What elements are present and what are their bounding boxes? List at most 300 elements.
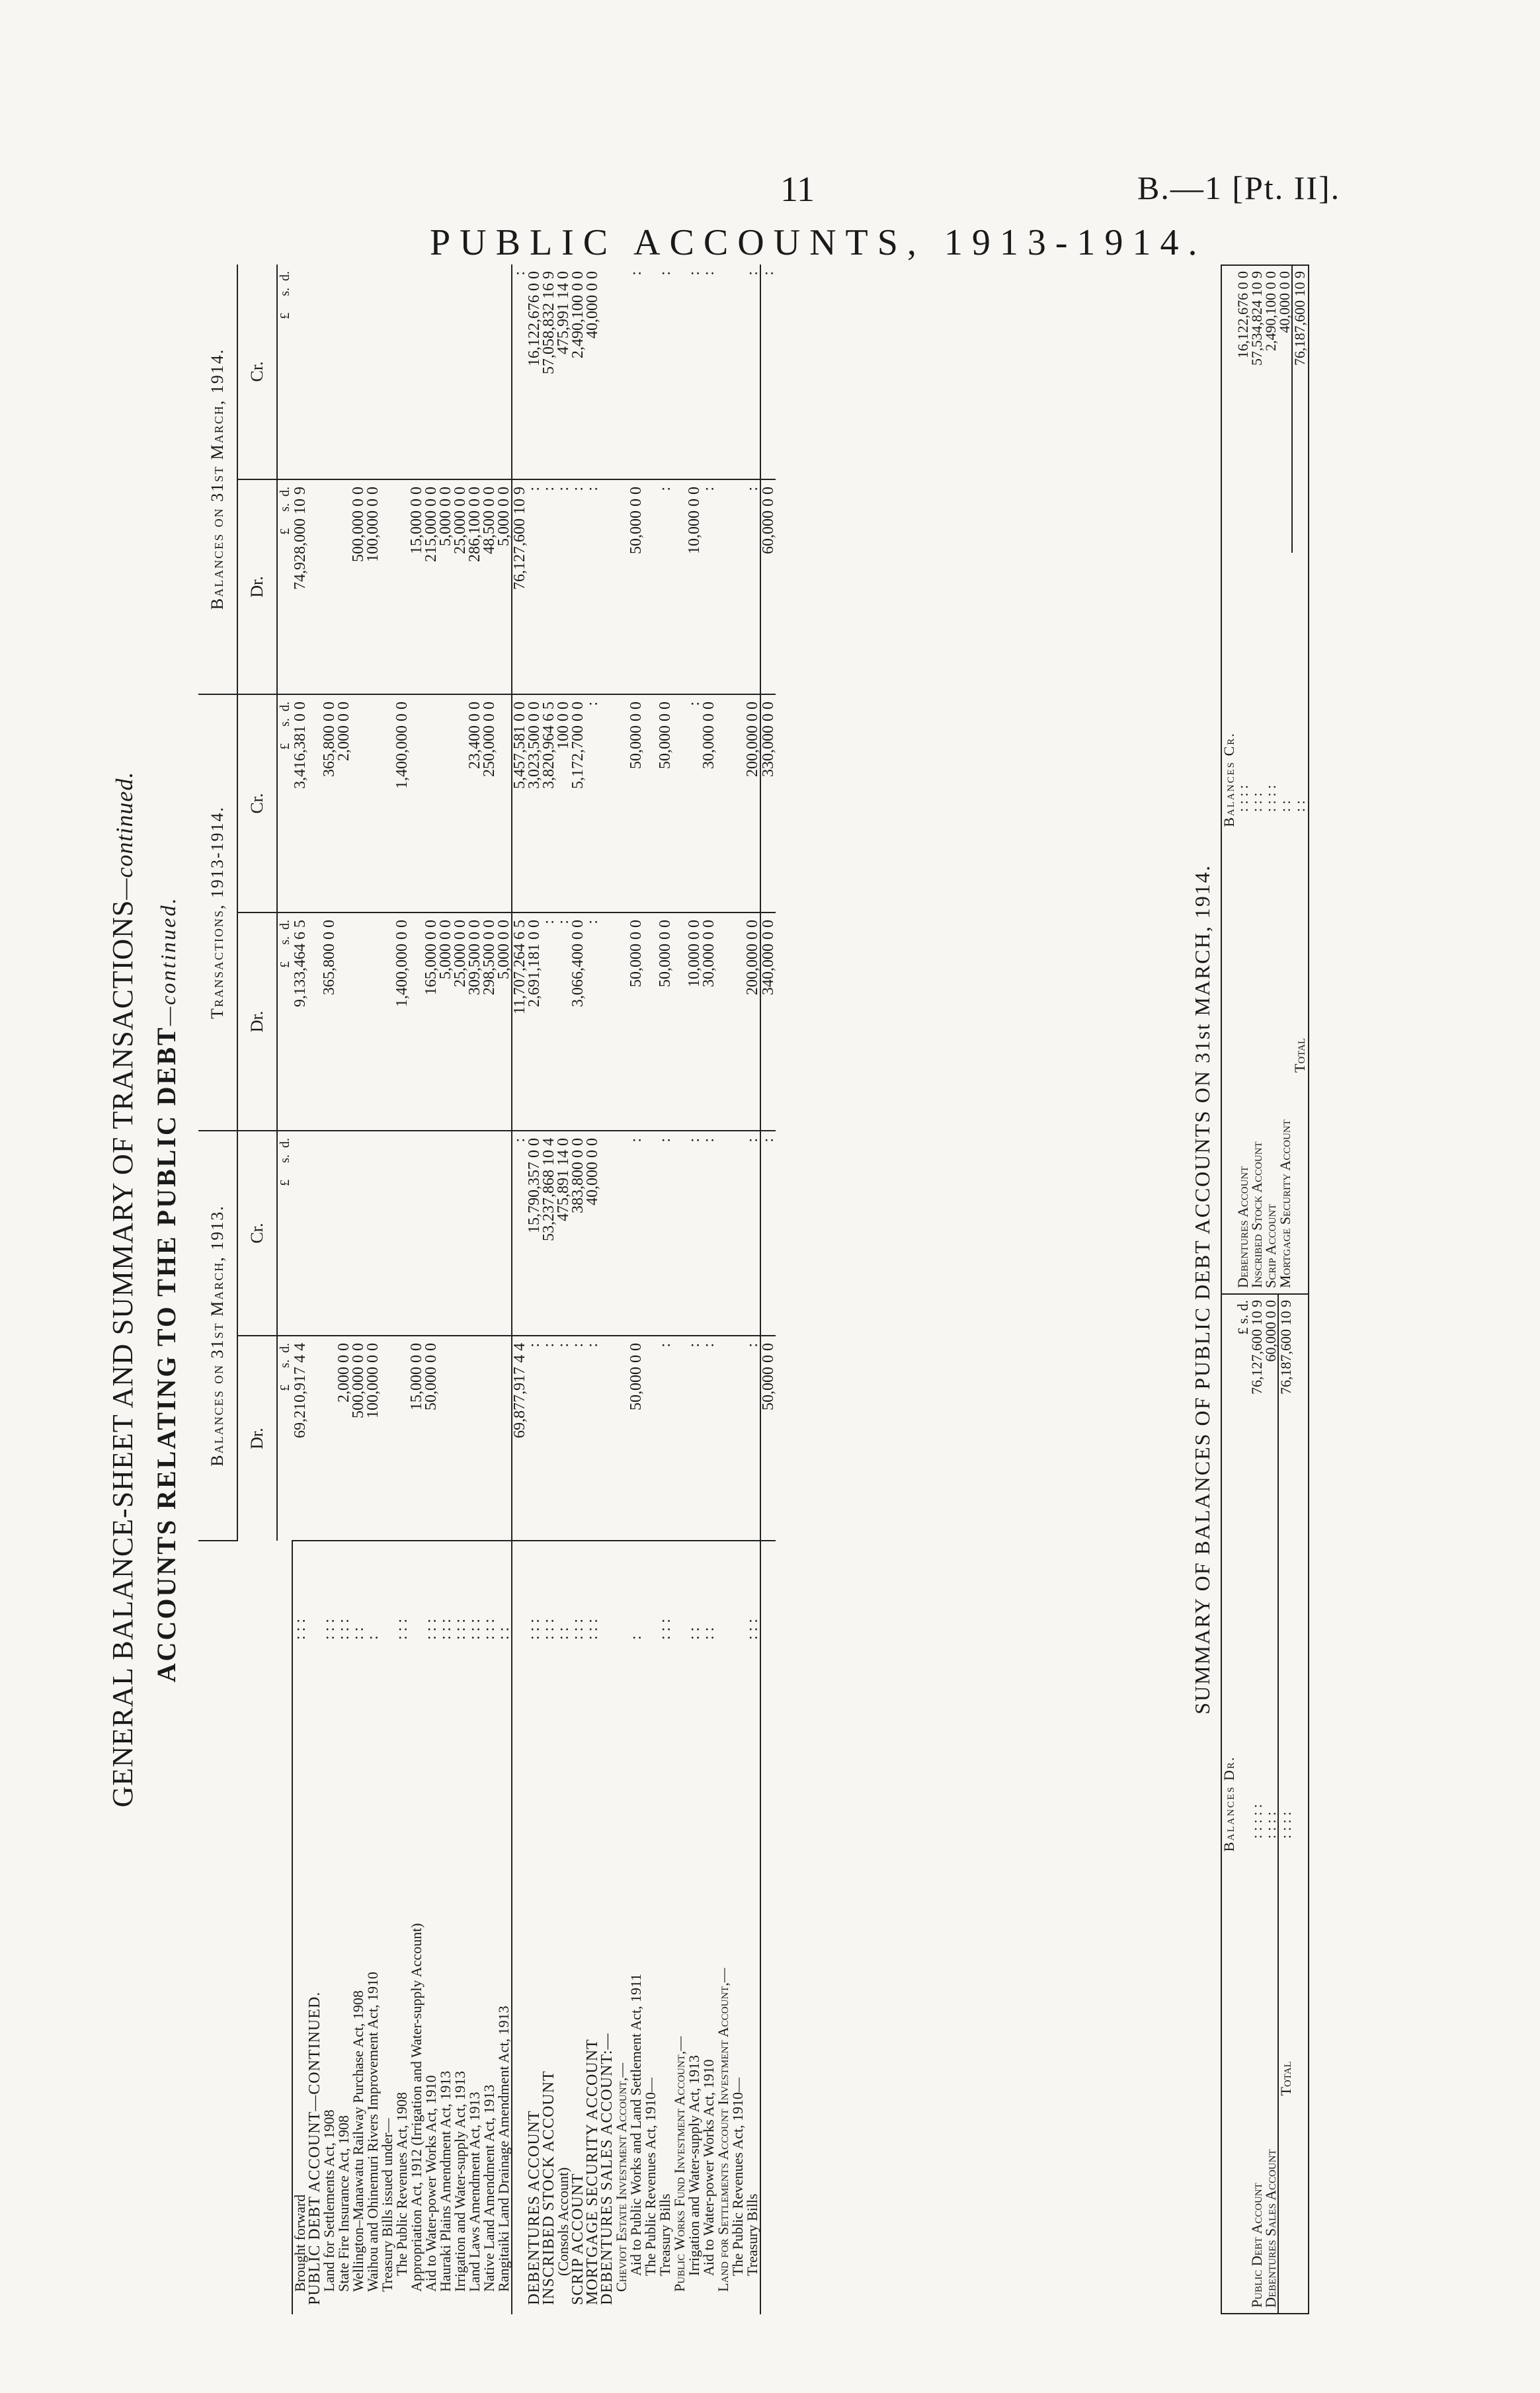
amount-b13dr: 50,000 0 0	[760, 1336, 776, 1541]
amount-tcr: 3,416,381 0 0	[292, 694, 307, 913]
ledger-row	[643, 264, 658, 2314]
amount-b13cr: 383,800 0 0	[571, 1131, 585, 1336]
row-leader-dots: : : :	[540, 1618, 557, 1640]
summary-dr-row	[1250, 1295, 1264, 2313]
summary-cr-total-row	[1292, 266, 1307, 1293]
row-description: Native Land Amendment Act, 1913	[481, 2084, 497, 2292]
row-description: Land Laws Amendment Act, 1913	[466, 2091, 483, 2292]
ledger-row	[366, 264, 380, 2314]
header-dr: Dr.	[237, 913, 277, 1131]
amount-b14cr	[482, 264, 497, 479]
row-leader-dots	[643, 1541, 658, 1646]
amount-b13cr	[643, 1131, 658, 1336]
row-leader-dots: : : :	[657, 1618, 674, 1640]
summary-cr-row	[1250, 266, 1264, 1293]
amount-b14dr: 215,000 0 0	[424, 479, 438, 694]
amount-b14dr: 76,127,600 10 9	[512, 479, 527, 694]
amount-b13cr	[672, 1131, 687, 1336]
summary-cr-amount: 57,534,824 10 9	[1248, 270, 1265, 366]
amount-b13dr: :	[527, 1336, 542, 1541]
amount-b13dr: :	[571, 1336, 585, 1541]
amount-tcr: 23,400 0 0	[467, 694, 482, 913]
amount-tdr: :	[585, 913, 600, 1131]
amount-tcr: 3,820,964 6 5	[542, 694, 556, 913]
ledger-row	[745, 264, 760, 2314]
amount-b14dr	[307, 479, 322, 694]
amount-b14cr	[424, 264, 438, 479]
amount-b13cr	[600, 1131, 614, 1336]
amount-b13cr: 15,790,357 0 0	[527, 1131, 542, 1336]
amount-b14dr	[716, 479, 731, 694]
row-leader-dots	[614, 1541, 629, 1646]
summary-dr-total-amount: 76,187,600 10 9	[1278, 1295, 1293, 1576]
amount-b13dr	[380, 1336, 395, 1541]
amount-b13cr: :	[658, 1131, 672, 1336]
amount-b14cr: 57,058,832 16 9	[542, 264, 556, 479]
amount-b13dr	[716, 1336, 731, 1541]
amount-tdr: 11,707,264 6 5	[512, 913, 527, 1131]
amount-b14dr: :	[556, 479, 571, 694]
row-leader-dots: : : :	[584, 1618, 601, 1640]
amount-b13dr	[453, 1336, 467, 1541]
amount-tcr: 100 0 0	[556, 694, 571, 913]
amount-b13cr: :	[745, 1131, 760, 1336]
amount-b14dr	[731, 479, 745, 694]
amount-b13cr	[453, 1131, 467, 1336]
amount-b14dr: :	[745, 479, 760, 694]
amount-b13cr	[322, 1131, 337, 1336]
row-leader-dots	[409, 1541, 424, 1646]
amount-b13dr	[600, 1336, 614, 1541]
ledger-row	[453, 264, 467, 2314]
page-number: 11	[780, 169, 815, 209]
summary-cr	[1222, 266, 1308, 1293]
summary-dr-dots: : : : : :	[1248, 1804, 1265, 1839]
row-description: Wellington–Manawatu Railway Purchase Act, 1908	[350, 1990, 366, 2292]
amount-b14cr	[453, 264, 467, 479]
row-description: SCRIP ACCOUNT	[569, 2173, 587, 2305]
amount-b14cr: :	[760, 264, 776, 479]
amount-b13dr: 15,000 0 0	[409, 1336, 424, 1541]
row-description: Appropriation Act, 1912 (Irrigation and Water-supply Account)	[408, 1923, 425, 2292]
ledger-row	[658, 264, 672, 2314]
row-leader-dots: :	[628, 1635, 645, 1640]
amount-tdr: 10,000 0 0	[687, 913, 702, 1131]
row-leader-dots	[731, 1541, 745, 1646]
amount-b13cr: 475,891 14 0	[556, 1131, 571, 1336]
ledger-row	[395, 264, 409, 2314]
amount-tcr: 250,000 0 0	[482, 694, 497, 913]
amount-b14cr: 475,991 14 0	[556, 264, 571, 479]
amount-tcr: 200,000 0 0	[745, 694, 760, 913]
amount-b14dr: :	[702, 479, 716, 694]
amount-b14cr	[614, 264, 629, 479]
row-description: Aid to Water-power Works Act, 1910	[423, 2075, 439, 2292]
row-leader-dots: : : :	[292, 1618, 309, 1640]
summary-cr-label: Inscribed Stock Account	[1248, 1141, 1265, 1288]
row-description: Aid to Water-power Works Act, 1910	[700, 2059, 717, 2276]
amount-b13dr	[322, 1336, 337, 1541]
row-description: Aid to Public Works and Land Settlement Act, 1911	[628, 1973, 644, 2276]
row-leader-dots: : : :	[335, 1618, 352, 1640]
amount-tdr: 165,000 0 0	[424, 913, 438, 1131]
row-leader-dots: : :	[555, 1627, 572, 1640]
summary-cr-total-amount: 76,187,600 10 9	[1292, 266, 1307, 553]
amount-b14dr	[614, 479, 629, 694]
amount-b14cr	[600, 264, 614, 479]
amount-b13dr: :	[702, 1336, 716, 1541]
amount-b13dr	[438, 1336, 453, 1541]
row-leader-dots	[716, 1541, 731, 1646]
amount-b14dr	[643, 479, 658, 694]
amount-b14dr: 10,000 0 0	[687, 479, 702, 694]
currency-header: £ s. d.	[277, 913, 292, 1131]
amount-tdr: 340,000 0 0	[760, 913, 776, 1131]
ledger-row	[322, 264, 337, 2314]
amount-b13dr	[307, 1336, 322, 1541]
row-leader-dots	[600, 1541, 614, 1646]
currency-header: £ s. d.	[277, 1131, 292, 1336]
amount-b13cr	[482, 1131, 497, 1336]
amount-tdr	[307, 913, 322, 1131]
amount-tcr	[424, 694, 438, 913]
row-description: Irrigation and Water-supply Act, 1913	[686, 2054, 702, 2276]
amount-tdr: 50,000 0 0	[629, 913, 643, 1131]
amount-tcr	[409, 694, 424, 913]
header-transactions: Transactions, 1913-1914.	[198, 694, 237, 1131]
ledger-row	[760, 264, 776, 2314]
ledger-row	[512, 264, 527, 2314]
summary-cr-label: Scrip Account	[1262, 1203, 1279, 1288]
ledger-row	[702, 264, 716, 2314]
amount-b13dr	[643, 1336, 658, 1541]
ledger-row	[687, 264, 702, 2314]
amount-tcr	[731, 694, 745, 913]
amount-tdr: :	[542, 913, 556, 1131]
summary-dr-heading: Balances Dr.	[1221, 1756, 1237, 1852]
row-leader-dots: : : :	[393, 1618, 411, 1640]
amount-b13dr: 2,000 0 0	[337, 1336, 351, 1541]
row-description: Cheviot Estate Investment Account,—	[613, 2062, 629, 2292]
amount-b14dr: 60,000 0 0	[760, 479, 776, 694]
ledger-row	[629, 264, 643, 2314]
amount-tdr	[716, 913, 731, 1131]
amount-b13dr: 50,000 0 0	[424, 1336, 438, 1541]
amount-tdr: 1,400,000 0 0	[395, 913, 409, 1131]
summary-dr-currency: £ s. d.	[1235, 1300, 1251, 1335]
summary-dr-amount: 76,127,600 10 9	[1248, 1300, 1265, 1395]
amount-tdr: 50,000 0 0	[658, 913, 672, 1131]
amount-b14dr: 25,000 0 0	[453, 479, 467, 694]
amount-tdr: :	[556, 913, 571, 1131]
amount-tcr: 5,172,700 0 0	[571, 694, 585, 913]
amount-b13dr: :	[658, 1336, 672, 1541]
sub-title	[151, 264, 182, 2314]
amount-b13cr	[716, 1131, 731, 1336]
amount-tcr	[672, 694, 687, 913]
amount-b13cr	[497, 1131, 512, 1336]
amount-tcr: :	[687, 694, 702, 913]
amount-b13dr: 69,877,917 4 4	[512, 1336, 527, 1541]
amount-tcr: :	[585, 694, 600, 913]
amount-b13cr	[731, 1131, 745, 1336]
amount-b14dr: 100,000 0 0	[366, 479, 380, 694]
amount-b14dr: 286,100 0 0	[467, 479, 482, 694]
summary-dr-dots: : : : :	[1262, 1811, 1279, 1839]
amount-b13cr	[424, 1131, 438, 1336]
main-title	[106, 264, 140, 2314]
amount-tcr: 5,457,581 0 0	[512, 694, 527, 913]
amount-b13cr: :	[512, 1131, 527, 1336]
amount-tcr: 3,023,500 0 0	[527, 694, 542, 913]
summary-cr-amount: 16,122,676 0 0	[1235, 270, 1251, 358]
row-description: INSCRIBED STOCK ACCOUNT	[540, 2070, 557, 2305]
ledger-row	[556, 264, 571, 2314]
amount-tcr: 365,800 0 0	[322, 694, 337, 913]
row-description: (Consols Account)	[555, 2167, 571, 2276]
amount-b14cr: :	[658, 264, 672, 479]
row-leader-dots: : : :	[744, 1618, 761, 1640]
header-cr: Cr.	[237, 694, 277, 913]
currency-header: £ s. d.	[277, 264, 292, 479]
row-description: MORTGAGE SECURITY ACCOUNT	[584, 2039, 601, 2305]
summary-dr-label: Public Debt Account	[1248, 2183, 1265, 2308]
header-balances-1913: Balances on 31st March, 1913.	[198, 1131, 237, 1541]
row-description: Land for Settlements Account Investment Account,—	[715, 1968, 731, 2292]
amount-tcr: 50,000 0 0	[658, 694, 672, 913]
amount-b13cr: :	[702, 1131, 716, 1336]
row-description: Public Works Fund Investment Account,—	[671, 2036, 688, 2292]
amount-b13cr: 40,000 0 0	[585, 1131, 600, 1336]
amount-tdr	[409, 913, 424, 1131]
amount-tcr: 330,000 0 0	[760, 694, 776, 913]
amount-b14dr: 48,500 0 0	[482, 479, 497, 694]
amount-tdr	[600, 913, 614, 1131]
row-leader-dots: : :	[686, 1627, 703, 1640]
row-leader-dots	[760, 1541, 776, 1646]
amount-b14cr: :	[687, 264, 702, 479]
ledger-row	[337, 264, 351, 2314]
amount-b14cr	[337, 264, 351, 479]
amount-tcr: 30,000 0 0	[702, 694, 716, 913]
summary-dr-row	[1264, 1295, 1278, 2313]
row-leader-dots	[672, 1541, 687, 1646]
amount-b14dr	[337, 479, 351, 694]
amount-b13cr	[380, 1131, 395, 1336]
ledger-row	[542, 264, 556, 2314]
sub-title-text: ACCOUNTS RELATING TO THE PUBLIC DEBT	[151, 1026, 181, 1683]
amount-b13cr	[395, 1131, 409, 1336]
amount-tdr	[351, 913, 366, 1131]
amount-b14dr: :	[658, 479, 672, 694]
amount-b14dr: :	[542, 479, 556, 694]
amount-b13cr: :	[629, 1131, 643, 1336]
page-heading: PUBLIC ACCOUNTS, 1913-1914.	[430, 222, 1207, 263]
row-description: The Public Revenues Act, 1910—	[642, 2077, 659, 2276]
row-description: Treasury Bills	[657, 2193, 673, 2276]
amount-tcr	[614, 694, 629, 913]
header-cr: Cr.	[237, 1131, 277, 1336]
amount-tdr	[366, 913, 380, 1131]
ledger-row	[527, 264, 542, 2314]
amount-tdr: 5,000 0 0	[497, 913, 512, 1131]
amount-b13dr	[614, 1336, 629, 1541]
amount-b13cr	[337, 1131, 351, 1336]
sub-title-suffix: —continued.	[156, 896, 180, 1026]
amount-b14dr: :	[585, 479, 600, 694]
row-description: Treasury Bills	[744, 2193, 760, 2276]
amount-b14cr	[292, 264, 307, 479]
row-description: Land for Settlements Act, 1908	[321, 2109, 337, 2292]
amount-b13cr	[307, 1131, 322, 1336]
summary-cr-amount: 40,000 0 0	[1276, 270, 1293, 333]
amount-tdr: 30,000 0 0	[702, 913, 716, 1131]
row-leader-dots: :	[364, 1635, 382, 1640]
summary-cr-total-label: Total	[1291, 1037, 1308, 1073]
amount-b13dr: 69,210,917 4 4	[292, 1336, 307, 1541]
row-leader-dots: : : :	[321, 1618, 338, 1640]
amount-b14cr: 16,122,676 0 0	[527, 264, 542, 479]
summary-dr-label: Debentures Sales Account	[1262, 2149, 1279, 2308]
amount-tdr	[614, 913, 629, 1131]
amount-b14dr: :	[527, 479, 542, 694]
amount-b13dr	[731, 1336, 745, 1541]
amount-tcr: 2,000 0 0	[337, 694, 351, 913]
amount-tcr	[366, 694, 380, 913]
row-leader-dots: : : :	[452, 1618, 469, 1640]
row-description: PUBLIC DEBT ACCOUNT—CONTINUED.	[306, 1991, 323, 2305]
amount-b13dr: :	[745, 1336, 760, 1541]
amount-b13dr: :	[687, 1336, 702, 1541]
currency-header: £ s. d.	[278, 1343, 292, 1391]
amount-b14dr: 5,000 0 0	[438, 479, 453, 694]
amount-tcr	[716, 694, 731, 913]
amount-b14cr: :	[702, 264, 716, 479]
amount-b13dr	[467, 1336, 482, 1541]
amount-b13dr: :	[556, 1336, 571, 1541]
row-leader-dots	[307, 1541, 322, 1646]
summary-cr-row	[1277, 266, 1292, 1293]
amount-tdr: 298,500 0 0	[482, 913, 497, 1131]
amount-tcr	[453, 694, 467, 913]
amount-b14dr	[395, 479, 409, 694]
ledger-row	[672, 264, 687, 2314]
amount-b14cr: :	[512, 264, 527, 479]
row-description: State Fire Insurance Act, 1908	[335, 2115, 352, 2292]
row-leader-dots: : : :	[466, 1618, 483, 1640]
row-description: DEBENTURES ACCOUNT	[526, 2110, 543, 2305]
amount-b14cr	[497, 264, 512, 479]
summary-dr-total-dots: : : : :	[1278, 1576, 1293, 1844]
amount-b14cr	[731, 264, 745, 479]
row-description	[512, 1646, 527, 2314]
amount-b13cr	[409, 1131, 424, 1336]
amount-b14cr: 2,490,100 0 0	[571, 264, 585, 479]
ledger-table	[198, 264, 776, 2314]
amount-tdr: 5,000 0 0	[438, 913, 453, 1131]
amount-b14dr: :	[571, 479, 585, 694]
summary-cr-row	[1264, 266, 1277, 1293]
row-leader-dots: : : :	[437, 1618, 454, 1640]
amount-tdr: 200,000 0 0	[745, 913, 760, 1131]
ledger-row	[467, 264, 482, 2314]
amount-tcr	[307, 694, 322, 913]
row-leader-dots: : : :	[526, 1618, 543, 1640]
row-leader-dots: : :	[350, 1627, 367, 1640]
ledger-row	[716, 264, 731, 2314]
row-description: Hauraki Plains Amendment Act, 1913	[437, 2070, 454, 2292]
ledger-body	[292, 264, 776, 2314]
amount-b14dr: 50,000 0 0	[629, 479, 643, 694]
amount-b13cr	[438, 1131, 453, 1336]
currency-header: £ s. d.	[277, 694, 292, 913]
amount-b14cr	[643, 264, 658, 479]
balance-sheet-landscape	[106, 264, 1309, 2314]
row-description: The Public Revenues Act, 1908	[393, 2091, 410, 2276]
amount-tdr	[731, 913, 745, 1131]
amount-b14dr: 5,000 0 0	[497, 479, 512, 694]
amount-b14cr	[380, 264, 395, 479]
amount-b13dr: 50,000 0 0	[629, 1336, 643, 1541]
ledger-row	[482, 264, 497, 2314]
ledger-row	[409, 264, 424, 2314]
amount-b14dr: 15,000 0 0	[409, 479, 424, 694]
ledger-row	[585, 264, 600, 2314]
header-dr: Dr.	[237, 1336, 277, 1541]
header-cr: Cr.	[237, 264, 277, 479]
ledger-row	[438, 264, 453, 2314]
amount-tdr: 365,800 0 0	[322, 913, 337, 1131]
header-dr: Dr.	[237, 479, 277, 694]
amount-b14cr: :	[629, 264, 643, 479]
amount-b13dr	[395, 1336, 409, 1541]
summary-dr-total-label: Total	[1278, 1844, 1293, 2313]
amount-b14cr	[438, 264, 453, 479]
ledger-row	[614, 264, 629, 2314]
summary-title: SUMMARY OF BALANCES OF PUBLIC DEBT ACCOUNTS ON 31st MARCH, 1914.	[1190, 864, 1214, 1715]
row-description: Rangitaiki Land Drainage Amendment Act, 1913	[495, 2006, 512, 2292]
amount-tdr: 309,500 0 0	[467, 913, 482, 1131]
summary-cr-total-dots: : :	[1291, 800, 1308, 812]
row-leader-dots: : :	[495, 1627, 512, 1640]
amount-b13dr: :	[585, 1336, 600, 1541]
amount-b14cr	[467, 264, 482, 479]
amount-tdr	[380, 913, 395, 1131]
amount-b14cr	[716, 264, 731, 479]
amount-b14dr: 74,928,000 10 9	[292, 479, 307, 694]
amount-b13dr: 500,000 0 0	[351, 1336, 366, 1541]
ledger-row	[292, 264, 307, 2314]
summary-cr-label: Mortgage Security Account	[1276, 1119, 1293, 1288]
summary-cr-row	[1236, 266, 1250, 1293]
amount-tdr: 3,066,400 0 0	[571, 913, 585, 1131]
summary-dr-amount: 60,000 0 0	[1262, 1300, 1279, 1362]
summary-cr-heading: Balances Cr.	[1221, 732, 1237, 827]
summary-cr-label: Debentures Account	[1235, 1166, 1251, 1288]
amount-b14dr	[600, 479, 614, 694]
amount-tdr	[337, 913, 351, 1131]
amount-tdr	[643, 913, 658, 1131]
amount-tcr	[380, 694, 395, 913]
amount-tcr	[351, 694, 366, 913]
amount-b13cr: :	[760, 1131, 776, 1336]
amount-tdr	[672, 913, 687, 1131]
amount-b14cr	[395, 264, 409, 479]
description-header	[198, 1541, 292, 2314]
amount-b13cr	[351, 1131, 366, 1336]
ledger-row	[731, 264, 745, 2314]
amount-tcr	[643, 694, 658, 913]
